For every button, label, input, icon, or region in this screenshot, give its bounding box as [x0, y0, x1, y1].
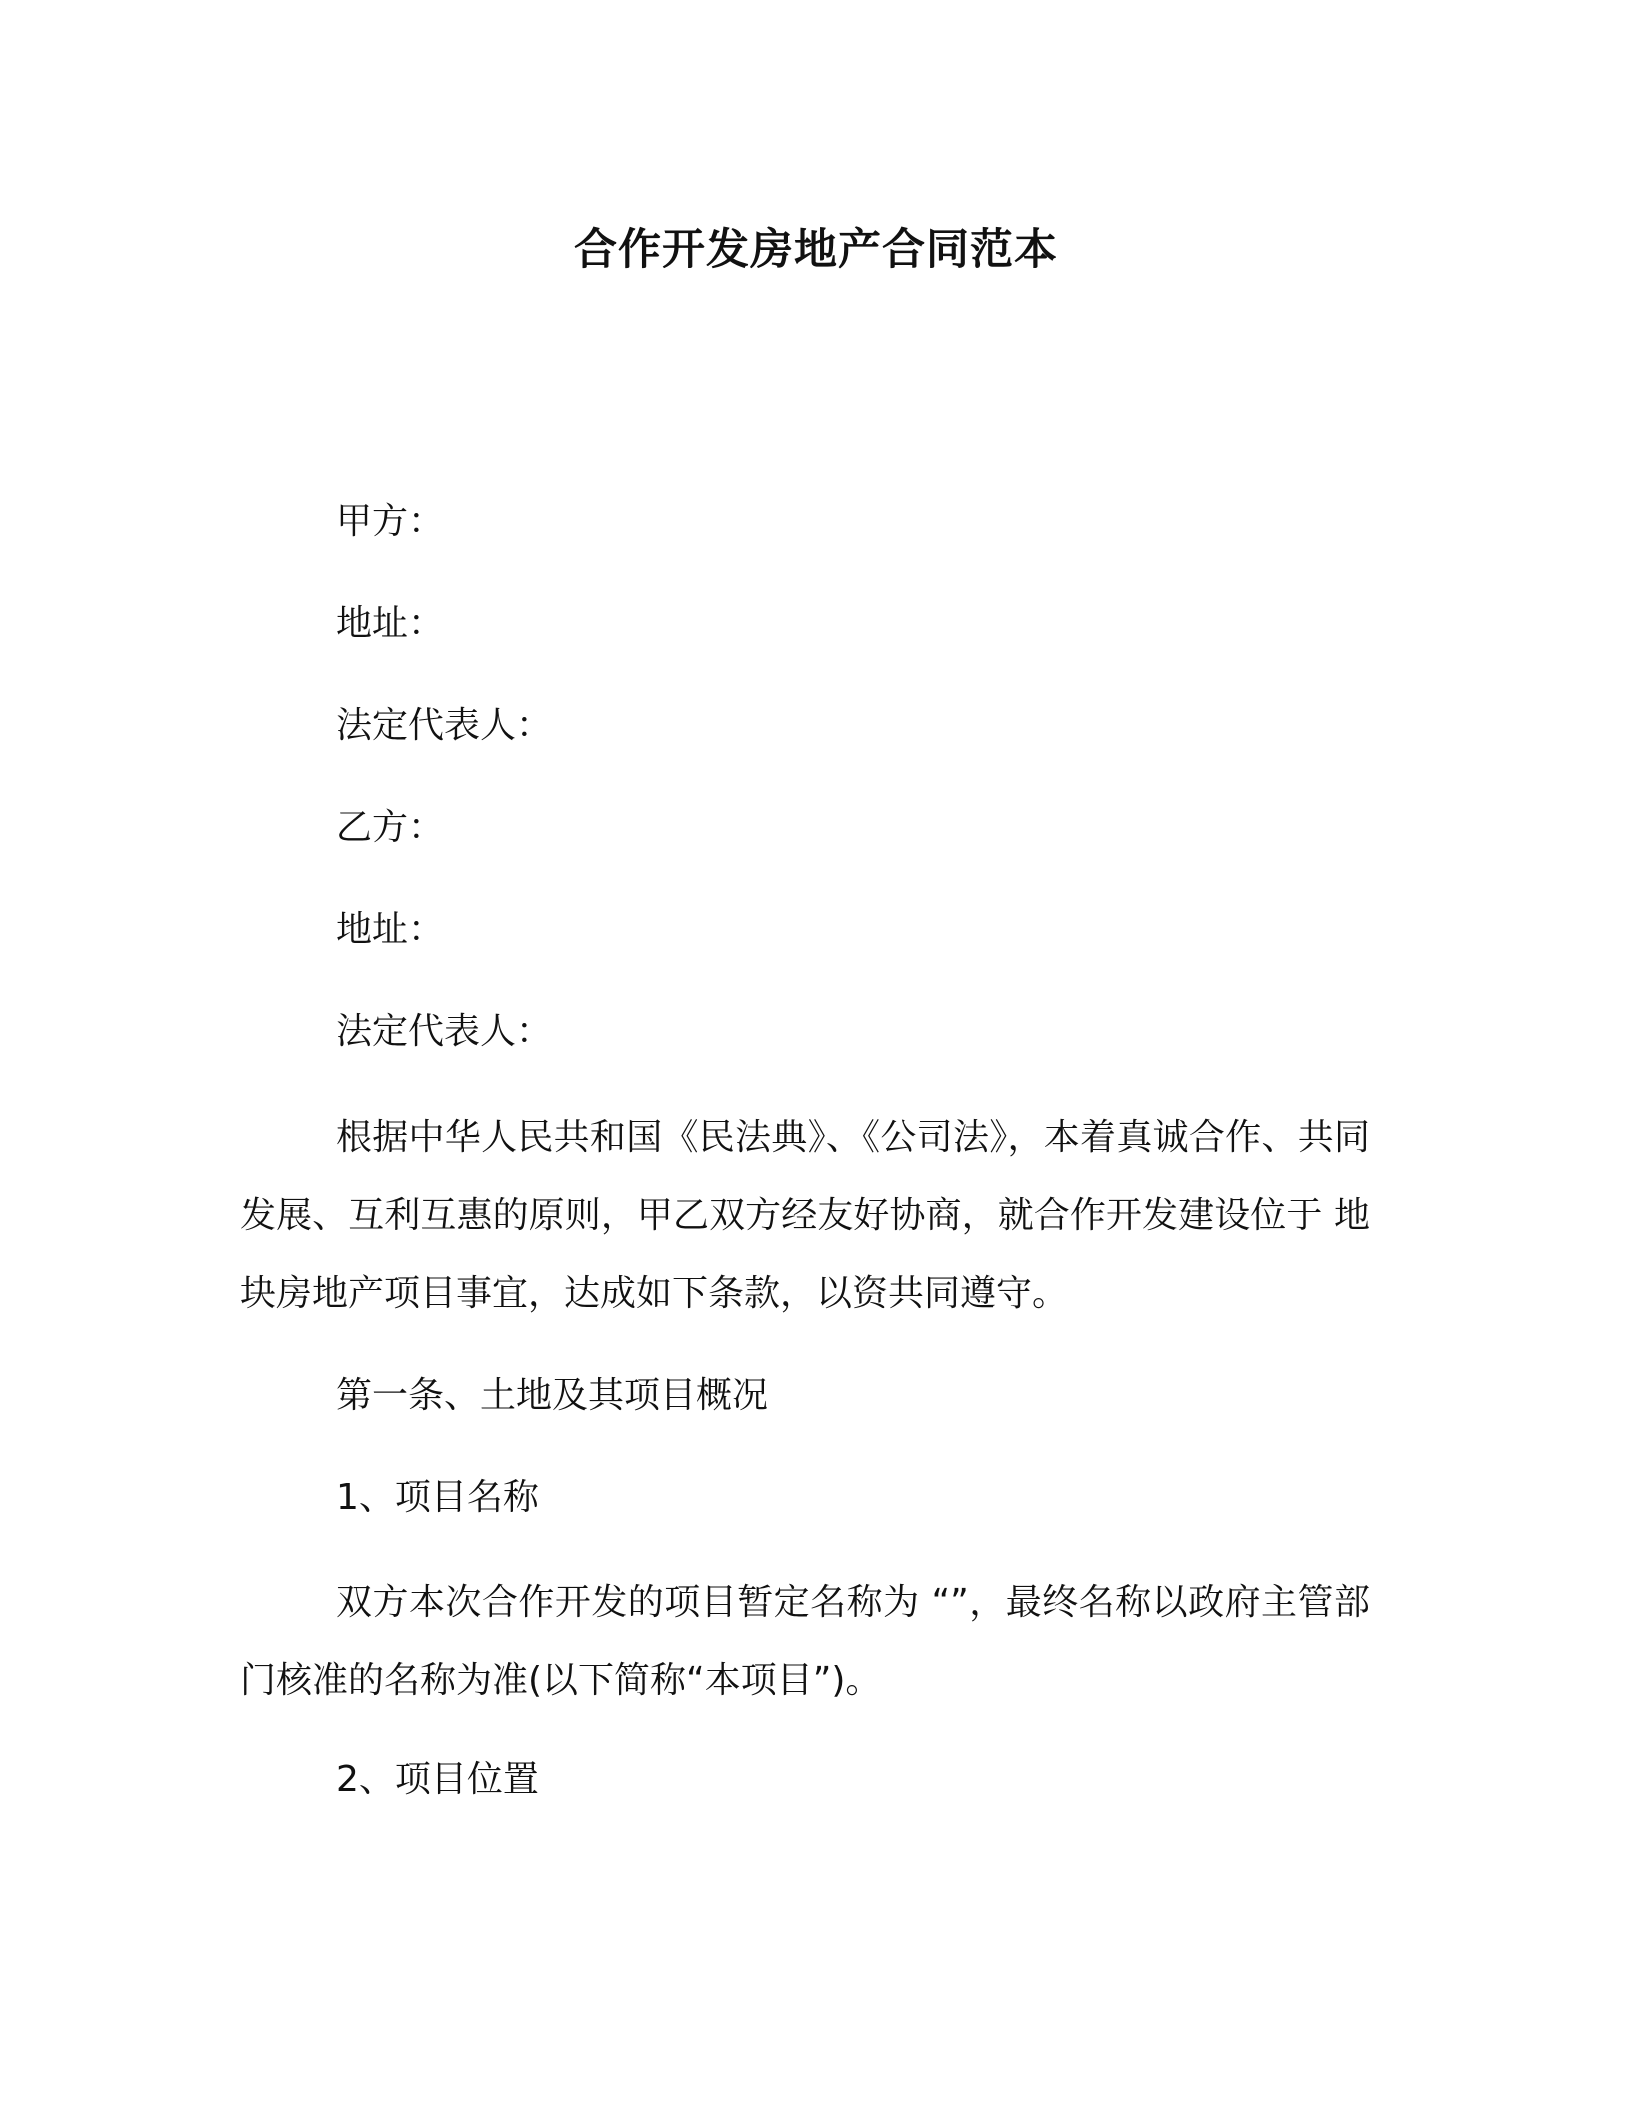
intro-paragraph: 根据中华人民共和国《民法典》、《公司法》，本着真诚合作、共同发展、互利互惠的原则，甲乙双方经友好协商，就合作开发建设位于 地块房地产项目事宜，达成如下条款，以资共同遵守。	[240, 1117, 1370, 1314]
item-2-heading: 2、项目位置	[336, 1759, 539, 1800]
party-b-label: 乙方：	[336, 807, 445, 848]
item-1-body: 双方本次合作开发的项目暂定名称为 “”，最终名称以政府主管部门核准的名称为准(以下简称“本项目”)。	[240, 1582, 1370, 1701]
party-b-legal-representative-label: 法定代表人：	[336, 1011, 553, 1052]
party-a-legal-representative-label: 法定代表人：	[336, 705, 553, 746]
item-1-heading: 1、项目名称	[336, 1477, 539, 1518]
document-title: 合作开发房地产合同范本	[574, 225, 1058, 275]
article-1-heading: 第一条、土地及其项目概况	[336, 1375, 769, 1416]
party-a-address-label: 地址：	[336, 603, 445, 644]
party-a-label: 甲方：	[336, 501, 445, 542]
party-b-address-label: 地址：	[336, 909, 445, 950]
